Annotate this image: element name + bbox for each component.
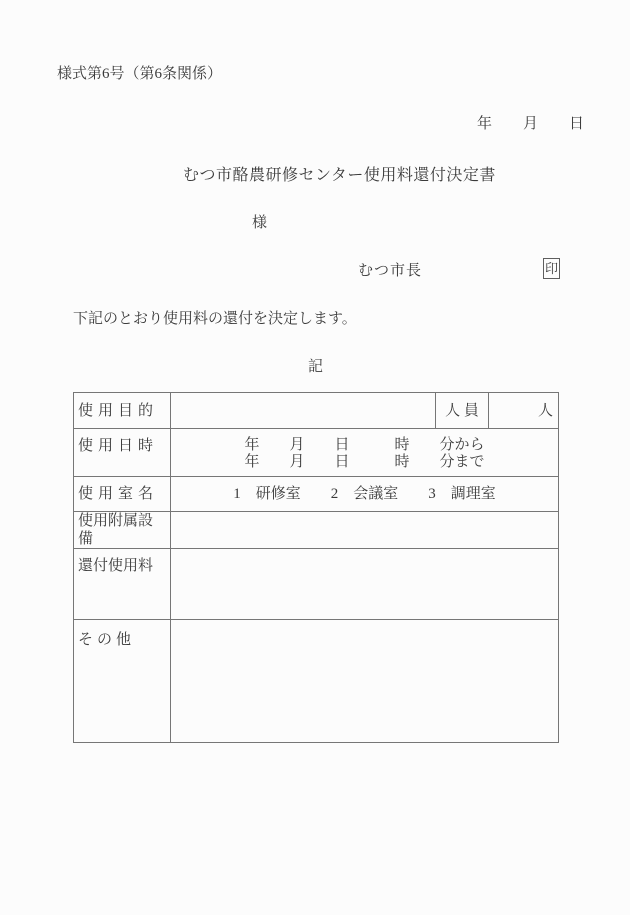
datetime-to: 年 月 日 時 分まで (244, 454, 485, 470)
record-marker: 記 (308, 359, 324, 375)
refund-form-table (73, 392, 559, 743)
other-label: その他 (74, 620, 171, 743)
issuer-title: むつ市長 (358, 263, 423, 279)
date-month-label: 月 (523, 116, 539, 132)
date-day-label: 日 (569, 116, 585, 132)
room-label: 使用室名 (74, 477, 171, 512)
table-row-datetime (74, 429, 559, 477)
addressee-honorific: 様 (252, 215, 268, 231)
datetime-label: 使用日時 (74, 429, 171, 477)
date-year-label: 年 (477, 116, 493, 132)
datetime-value-cell (171, 429, 559, 477)
refund-label: 還付使用料 (74, 549, 171, 620)
personnel-label: 人 員 (436, 393, 489, 429)
document-title: むつ市酪農研修センター使用料還付決定書 (183, 167, 496, 184)
table-row-purpose (74, 393, 559, 429)
table-row-refund (74, 549, 559, 620)
equipment-value-cell (171, 512, 559, 549)
table-row-room (74, 477, 559, 512)
purpose-label: 使用目的 (74, 393, 171, 429)
room-options: 1 研修室 2 会議室 3 調理室 (171, 477, 559, 512)
purpose-value-cell (171, 393, 436, 429)
equipment-label: 使用附属設備 (74, 512, 171, 549)
seal-box (543, 258, 560, 279)
form-number: 様式第6号（第6条関係） (57, 66, 223, 82)
datetime-from: 年 月 日 時 分から (244, 437, 485, 453)
body-statement: 下記のとおり使用料の還付を決定します。 (73, 311, 357, 327)
date-line (477, 115, 584, 133)
refund-value-cell (171, 549, 559, 620)
table-row-equipment (74, 512, 559, 549)
seal-label: 印 (544, 260, 558, 276)
table-row-other (74, 620, 559, 743)
other-value-cell (171, 620, 559, 743)
personnel-unit: 人 (489, 393, 559, 429)
